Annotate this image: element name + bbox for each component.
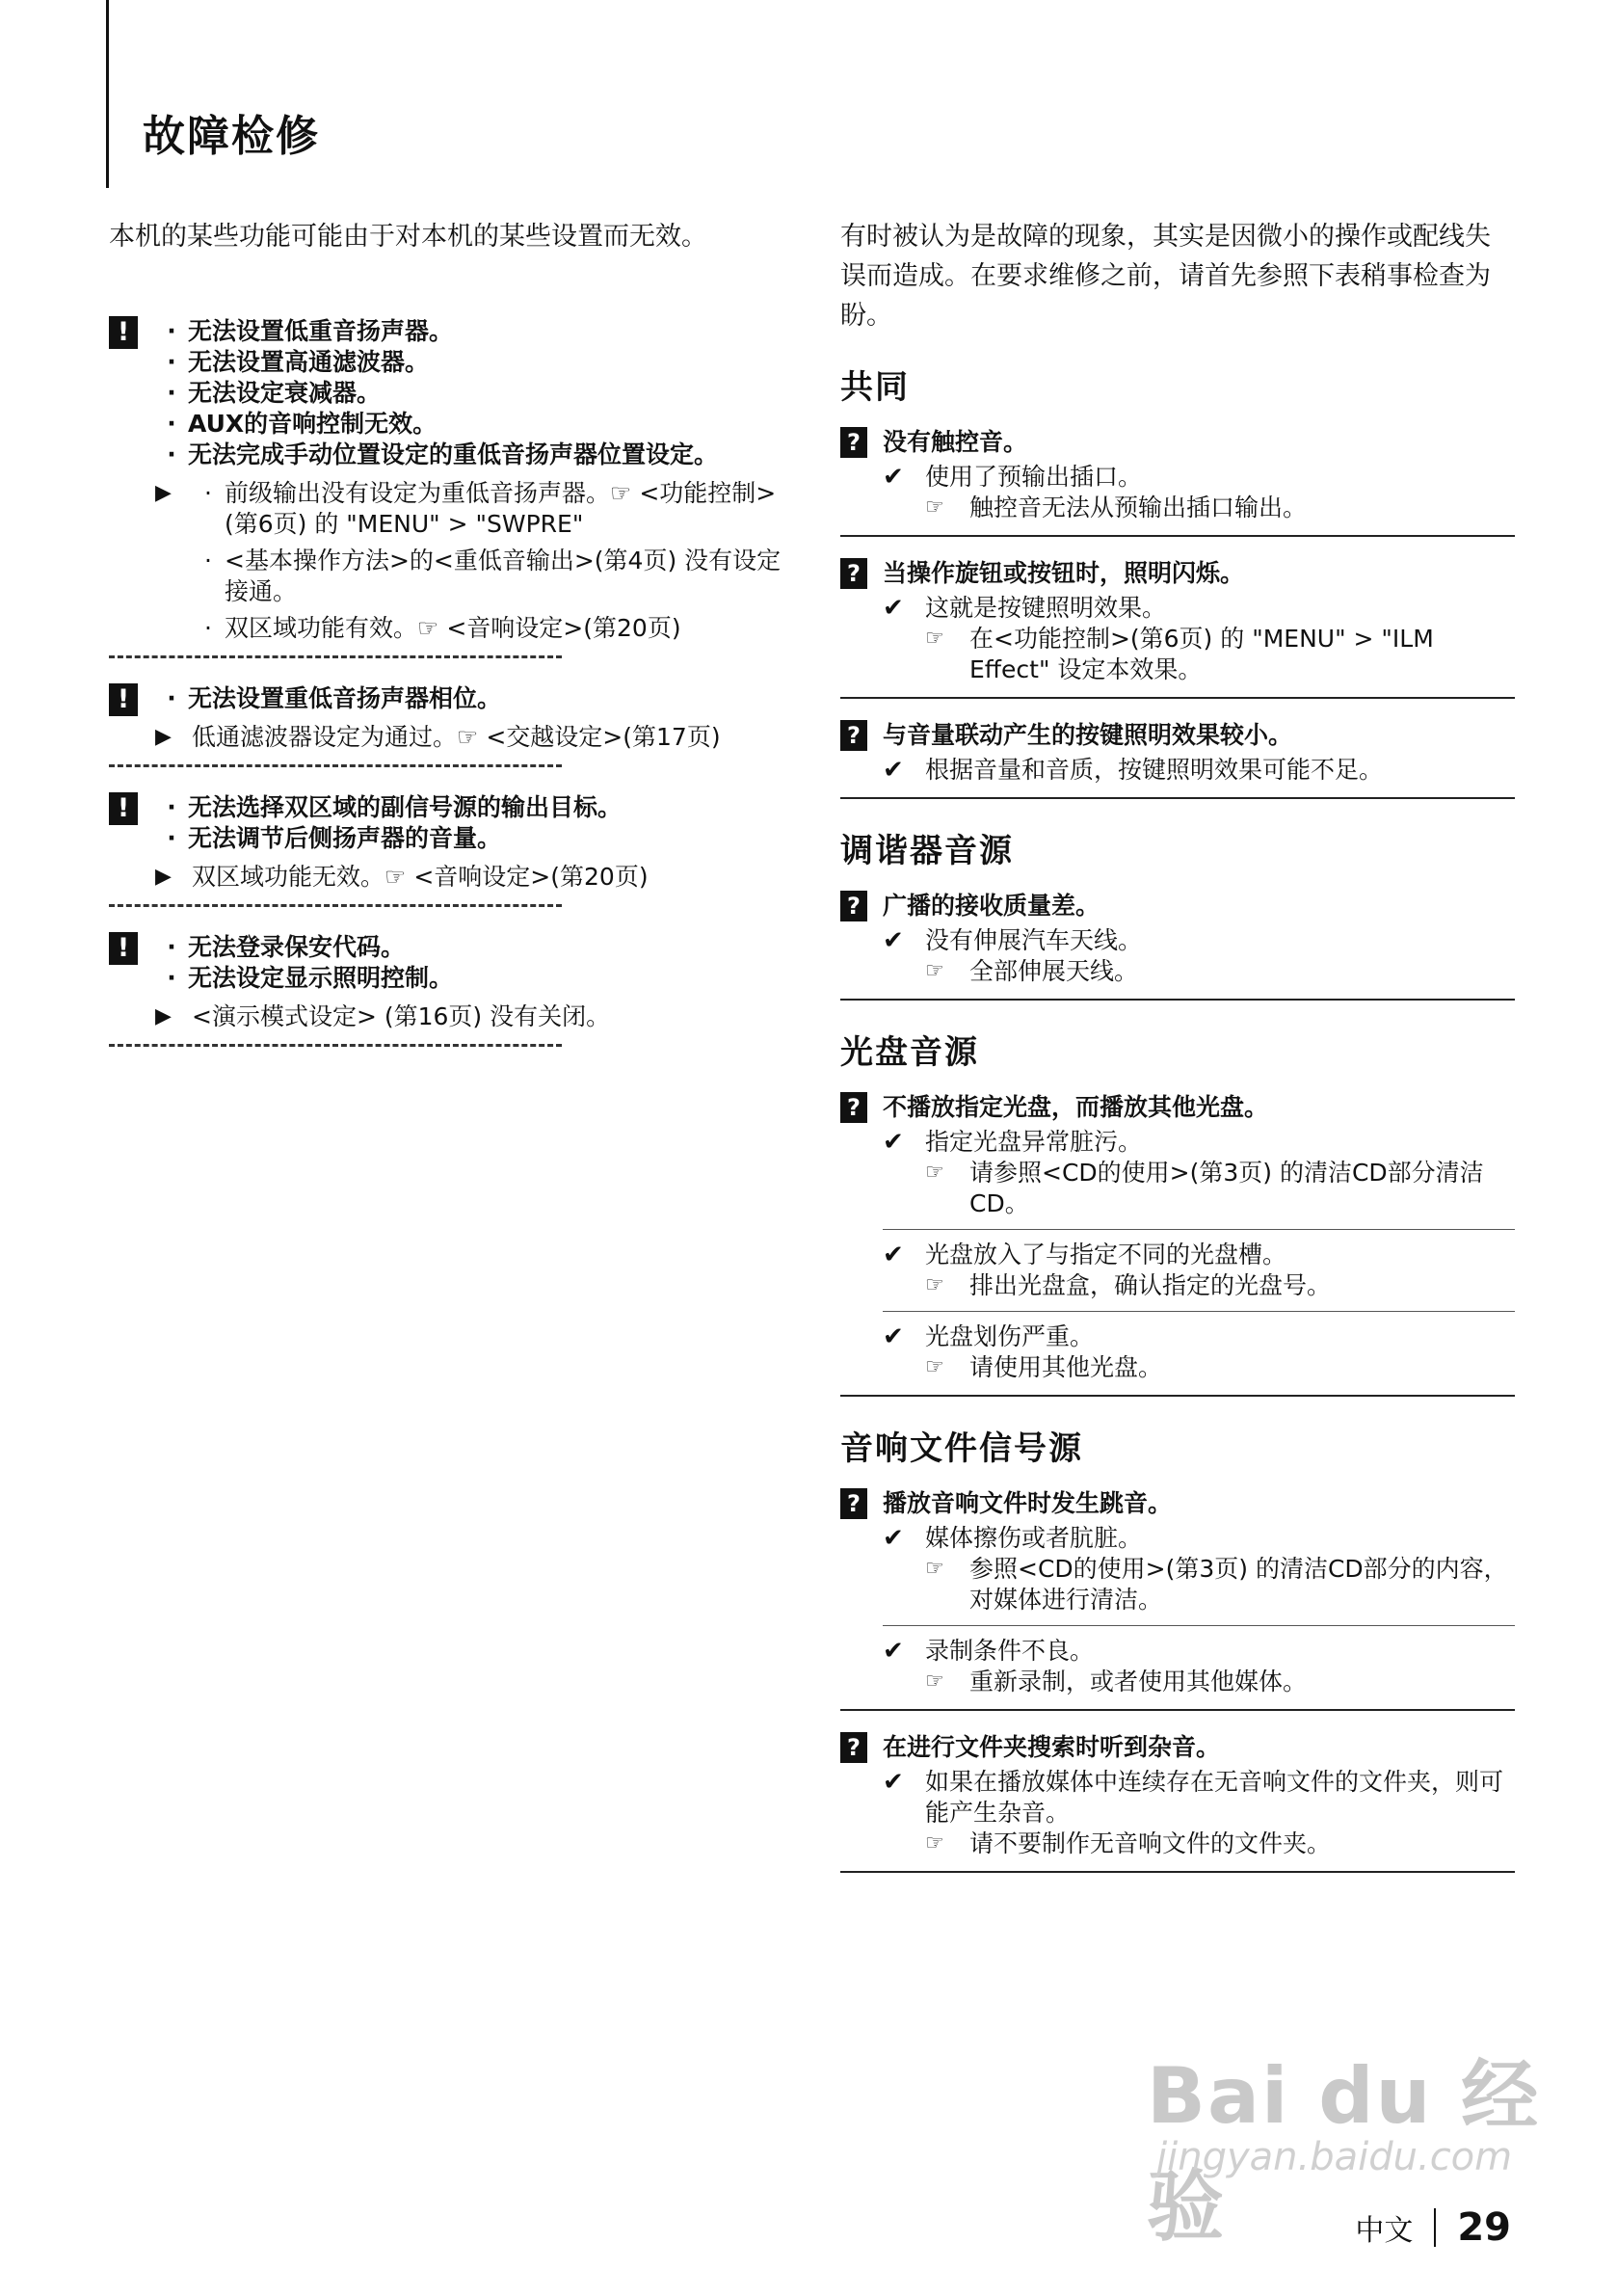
check-icon: ✔	[883, 1241, 904, 1269]
page-title: 故障检修	[143, 112, 320, 161]
pointing-hand-icon: ☞	[925, 1557, 944, 1581]
warning-item: · 无法设置高通滤波器。	[167, 348, 430, 376]
question-icon: ?	[840, 1732, 867, 1763]
warning-item: · 无法调节后侧扬声器的音量。	[167, 824, 502, 852]
question-icon: ?	[840, 1092, 867, 1123]
cause-item: · 双区域功能有效。☞ <音响设定>(第20页)	[204, 614, 681, 642]
cause: ✔ 使用了预输出插口。 ☞ 触控音无法从预输出插口输出。	[883, 463, 1308, 521]
problem-title: ? 不播放指定光盘，而播放其他光盘。	[840, 1092, 1515, 1123]
warning-block	[109, 316, 798, 644]
problem-title: ? 播放音响文件时发生跳音。	[840, 1488, 1515, 1519]
problem-block	[840, 891, 1515, 1001]
header-rule	[106, 0, 109, 188]
check-icon: ✔	[883, 1524, 904, 1553]
question-icon: ?	[840, 1488, 867, 1519]
section-title: 调谐器音源	[840, 832, 1014, 870]
left-intro: 本机的某些功能可能由于对本机的某些设置而无效。	[109, 222, 707, 252]
problem-block	[840, 558, 1515, 699]
cause: ✔ 媒体擦伤或者肮脏。 ☞ 参照<CD的使用>(第3页) 的清洁CD部分的内容，对媒体进行清洁。	[883, 1524, 1508, 1614]
problem-title: ? 广播的接收质量差。	[840, 891, 1515, 921]
right-column	[840, 217, 1515, 1894]
cause: ✔ 指定光盘异常脏污。 ☞ 请参照<CD的使用>(第3页) 的清洁CD部分清洁CD。	[883, 1128, 1484, 1217]
cause-item: · <基本操作方法>的<重低音输出>(第4页) 没有设定接通。	[204, 547, 782, 605]
pointing-hand-icon: ☞	[925, 959, 944, 983]
warning-block	[109, 683, 798, 753]
footer-language: 中文	[1355, 2214, 1414, 2248]
dashed-divider	[109, 1044, 562, 1047]
pointing-hand-icon: ☞	[925, 1161, 944, 1185]
pointing-hand-icon: ☞	[925, 1669, 944, 1694]
cause-item: ▶ 双区域功能无效。☞ <音响设定>(第20页)	[155, 863, 649, 891]
cause-item: ▶ 低通滤波器设定为通过。☞ <交越设定>(第17页)	[155, 723, 721, 751]
cause: ✔ 根据音量和音质，按键照明效果可能不足。	[883, 756, 1384, 785]
check-icon: ✔	[883, 1322, 904, 1351]
right-intro: 有时被认为是故障的现象，其实是因微小的操作或配线失误而造成。在要求维修之前，请首先参照下表稍事检查为盼。	[840, 222, 1491, 331]
pointing-hand-icon: ☞	[925, 627, 944, 651]
left-column	[109, 217, 798, 1072]
cause-item: ▶ <演示模式设定> (第16页) 没有关闭。	[155, 1002, 611, 1030]
question-icon: ?	[840, 720, 867, 751]
warning-item: · 无法设置重低音扬声器相位。	[167, 684, 502, 712]
exclamation-icon: !	[109, 683, 138, 716]
problem-block	[840, 1092, 1515, 1397]
problem-block	[840, 1488, 1515, 1711]
triangle-icon: ▶	[155, 481, 172, 505]
check-icon: ✔	[883, 594, 904, 623]
dashed-divider	[109, 655, 562, 658]
triangle-icon: ▶	[155, 865, 172, 889]
warning-item: · 无法完成手动位置设定的重低音扬声器位置设定。	[167, 441, 719, 468]
check-icon: ✔	[883, 463, 904, 492]
page-number: 29	[1457, 2205, 1511, 2250]
problem-block	[840, 427, 1515, 537]
problem-title: ? 与音量联动产生的按键照明效果较小。	[840, 720, 1515, 751]
warning-item: · AUX的音响控制无效。	[167, 410, 437, 438]
cause: ✔ 光盘放入了与指定不同的光盘槽。 ☞ 排出光盘盒，确认指定的光盘号。	[883, 1229, 1515, 1301]
pointing-hand-icon: ☞	[925, 1831, 944, 1855]
check-icon: ✔	[883, 926, 904, 955]
cause: ✔ 如果在播放媒体中连续存在无音响文件的文件夹，则可能产生杂音。 ☞ 请不要制作无音响文件的文件夹。	[883, 1768, 1504, 1857]
cause-item: ▶ · 前级输出没有设定为重低音扬声器。☞ <功能控制>(第6页) 的 "MENU" > "SWPRE"	[155, 479, 777, 538]
cause: ✔ 光盘划伤严重。 ☞ 请使用其他光盘。	[883, 1311, 1515, 1383]
cause: ✔ 录制条件不良。 ☞ 重新录制，或者使用其他媒体。	[883, 1625, 1515, 1697]
dashed-divider	[109, 904, 562, 907]
question-icon: ?	[840, 558, 867, 589]
exclamation-icon: !	[109, 316, 138, 349]
warning-block	[109, 932, 798, 1032]
check-icon: ✔	[883, 756, 904, 785]
pointing-hand-icon: ☞	[925, 1355, 944, 1379]
problem-block	[840, 1732, 1515, 1873]
warning-item: · 无法设定衰减器。	[167, 379, 382, 407]
pointing-hand-icon: ☞	[925, 495, 944, 520]
pointing-hand-icon: ☞	[925, 1273, 944, 1297]
warning-item: · 无法登录保安代码。	[167, 933, 406, 961]
problem-title: ? 当操作旋钮或按钮时，照明闪烁。	[840, 558, 1515, 589]
section-title: 共同	[840, 368, 910, 407]
check-icon: ✔	[883, 1637, 904, 1666]
cause: ✔ 没有伸展汽车天线。 ☞ 全部伸展天线。	[883, 926, 1143, 985]
triangle-icon: ▶	[155, 1004, 172, 1028]
warning-item: · 无法选择双区域的副信号源的输出目标。	[167, 793, 623, 821]
cause: ✔ 这就是按键照明效果。 ☞ 在<功能控制>(第6页) 的 "MENU" > "ILM Effect" 设定本效果。	[883, 594, 1434, 683]
exclamation-icon: !	[109, 932, 138, 965]
dashed-divider	[109, 764, 562, 767]
page-footer	[1355, 2205, 1511, 2250]
section-title: 光盘音源	[840, 1033, 979, 1072]
problem-title: ? 没有触控音。	[840, 427, 1515, 458]
question-icon: ?	[840, 427, 867, 458]
triangle-icon: ▶	[155, 725, 172, 749]
warning-block	[109, 792, 798, 893]
watermark-url: jingyan.baidu.com	[1156, 2135, 1513, 2179]
section-title: 音响文件信号源	[840, 1429, 1083, 1468]
warning-item: · 无法设置低重音扬声器。	[167, 317, 454, 345]
check-icon: ✔	[883, 1768, 904, 1797]
problem-title: ? 在进行文件夹搜索时听到杂音。	[840, 1732, 1515, 1763]
exclamation-icon: !	[109, 792, 138, 825]
watermark-logo: Bai du 经验	[1147, 2051, 1541, 2252]
check-icon: ✔	[883, 1128, 904, 1157]
problem-block	[840, 720, 1515, 799]
footer-divider	[1434, 2208, 1436, 2247]
question-icon: ?	[840, 891, 867, 921]
warning-item: · 无法设定显示照明控制。	[167, 964, 454, 992]
